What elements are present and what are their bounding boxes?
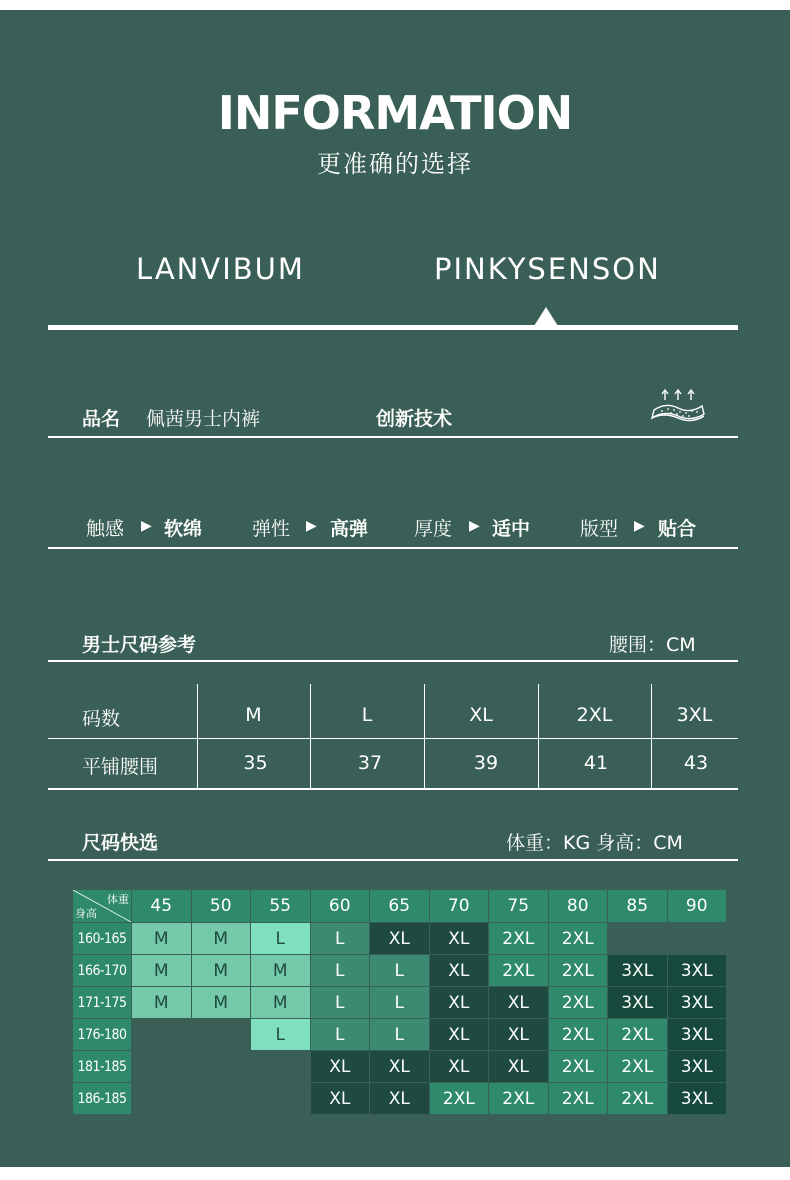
size-cell: L — [311, 923, 370, 954]
tech-label: 创新技术 — [376, 408, 453, 430]
size-cell: 3XL — [668, 1083, 727, 1114]
size-cell — [192, 1083, 251, 1114]
waist-cell: 41 — [583, 752, 609, 774]
corner-weight-label: 体重 — [107, 893, 129, 906]
size-reference-title: 男士尺码参考 — [82, 634, 197, 656]
size-cell: XL — [430, 987, 489, 1018]
product-divider — [48, 436, 738, 438]
weight-header: 50 — [192, 890, 251, 922]
size-cell: 2XL — [549, 955, 608, 986]
quick-select-unit: 体重：KG 身高：CM — [506, 832, 683, 854]
size-cell: M — [192, 923, 251, 954]
page-title: INFORMATION — [217, 86, 573, 140]
height-header: 160-165 — [73, 923, 131, 954]
size-cell: XL — [370, 1083, 429, 1114]
weight-header: 45 — [132, 890, 191, 922]
size-cell: 2XL — [489, 1083, 548, 1114]
size-cell: XL — [430, 955, 489, 986]
size-cell: L — [311, 1019, 370, 1050]
size-cell — [132, 1051, 191, 1082]
size-cell: 2XL — [549, 1051, 608, 1082]
size-cell: XL — [430, 923, 489, 954]
attr-touch-label: 触感 — [86, 518, 125, 540]
attr-thickness-value: 适中 — [492, 518, 531, 540]
size-cell: M — [192, 987, 251, 1018]
size-cell — [251, 1083, 310, 1114]
arrow-right-icon: ▶ — [306, 518, 317, 534]
height-header: 186-185 — [73, 1083, 131, 1114]
size-row-label: 码数 — [82, 708, 121, 730]
size-reference-divider — [48, 660, 738, 662]
size-cell: 2XL — [549, 987, 608, 1018]
size-cell: XL — [469, 704, 493, 726]
attr-fit-label: 版型 — [580, 518, 619, 540]
waist-cell: 37 — [357, 752, 383, 774]
size-cell: 2XL — [549, 1019, 608, 1050]
brand-left-tab[interactable]: LANVIBUM — [136, 252, 305, 286]
size-cell: XL — [370, 1051, 429, 1082]
attr-touch-value: 软绵 — [164, 518, 203, 540]
weight-header: 70 — [430, 890, 489, 922]
size-cell: L — [370, 955, 429, 986]
height-header: 166-170 — [73, 955, 131, 986]
breathable-fabric-icon — [648, 388, 708, 426]
waist-cell: 35 — [243, 752, 268, 774]
size-cell: XL — [311, 1083, 370, 1114]
weight-header: 55 — [251, 890, 310, 922]
weight-header: 60 — [311, 890, 370, 922]
size-cell: L — [370, 987, 429, 1018]
product-name-label: 品名 — [82, 408, 121, 430]
size-cell: 3XL — [608, 987, 667, 1018]
height-header: 176-180 — [73, 1019, 131, 1050]
size-cell: 2XL — [430, 1083, 489, 1114]
size-cell: M — [132, 987, 191, 1018]
info-page — [0, 10, 790, 1167]
attr-elastic-value: 高弹 — [330, 518, 369, 540]
size-cell: L — [311, 955, 370, 986]
size-cell: 2XL — [549, 923, 608, 954]
size-cell: 3XL — [668, 987, 727, 1018]
attr-elastic-label: 弹性 — [252, 518, 291, 540]
quick-select-title: 尺码快选 — [82, 832, 159, 854]
waist-cell: 43 — [683, 752, 709, 774]
size-cell — [251, 1051, 310, 1082]
attributes-divider — [48, 547, 738, 549]
attr-fit-value: 贴合 — [658, 518, 697, 540]
size-cell — [608, 923, 667, 954]
grid-corner-header — [73, 890, 131, 922]
weight-header: 75 — [489, 890, 548, 922]
size-cell: XL — [430, 1019, 489, 1050]
size-cell: XL — [370, 923, 429, 954]
size-cell — [192, 1051, 251, 1082]
size-cell: XL — [430, 1051, 489, 1082]
size-cell: 3XL — [668, 1051, 727, 1082]
size-cell: 2XL — [608, 1019, 667, 1050]
arrow-right-icon: ▶ — [634, 518, 645, 534]
active-brand-indicator — [534, 307, 558, 326]
weight-header: 80 — [549, 890, 608, 922]
size-reference-unit: 腰围：CM — [609, 634, 696, 656]
waist-cell: 39 — [473, 752, 499, 774]
brand-divider — [48, 325, 738, 330]
size-cell: XL — [489, 1019, 548, 1050]
height-header: 171-175 — [73, 987, 131, 1018]
corner-height-label: 身高 — [75, 907, 97, 920]
size-cell: 2XL — [489, 923, 548, 954]
quick-select-divider — [48, 859, 738, 861]
size-cell: M — [192, 955, 251, 986]
attr-thickness-label: 厚度 — [414, 518, 453, 540]
size-cell: M — [251, 955, 310, 986]
size-cell: L — [370, 1019, 429, 1050]
size-cell: 2XL — [549, 1083, 608, 1114]
weight-header: 65 — [370, 890, 429, 922]
size-cell: 2XL — [489, 955, 548, 986]
product-name-value: 佩茜男士内裤 — [146, 408, 261, 430]
size-cell: 3XL — [668, 1019, 727, 1050]
size-cell: M — [245, 704, 262, 726]
quick-select-grid — [73, 890, 716, 1114]
size-cell: L — [361, 704, 373, 726]
size-cell — [132, 1083, 191, 1114]
size-cell — [132, 1019, 191, 1050]
size-cell: 3XL — [676, 704, 713, 726]
size-cell: L — [311, 987, 370, 1018]
size-cell — [668, 923, 727, 954]
size-cell: 3XL — [668, 955, 727, 986]
size-cell: 2XL — [608, 1083, 667, 1114]
size-cell: M — [251, 987, 310, 1018]
height-header: 181-185 — [73, 1051, 131, 1082]
size-cell: XL — [489, 987, 548, 1018]
weight-header: 90 — [668, 890, 727, 922]
arrow-right-icon: ▶ — [469, 518, 480, 534]
waist-row-label: 平铺腰围 — [82, 756, 159, 778]
size-cell — [192, 1019, 251, 1050]
size-cell: XL — [489, 1051, 548, 1082]
size-cell: 3XL — [608, 955, 667, 986]
size-cell: M — [132, 923, 191, 954]
weight-header: 85 — [608, 890, 667, 922]
page-subtitle: 更准确的选择 — [317, 150, 473, 178]
size-cell: 2XL — [608, 1051, 667, 1082]
size-cell: M — [132, 955, 191, 986]
size-cell: XL — [311, 1051, 370, 1082]
arrow-right-icon: ▶ — [141, 518, 152, 534]
size-cell: L — [251, 923, 310, 954]
brand-right-tab[interactable]: PINKYSENSON — [434, 252, 661, 286]
size-cell: L — [251, 1019, 310, 1050]
size-cell: 2XL — [576, 704, 613, 726]
